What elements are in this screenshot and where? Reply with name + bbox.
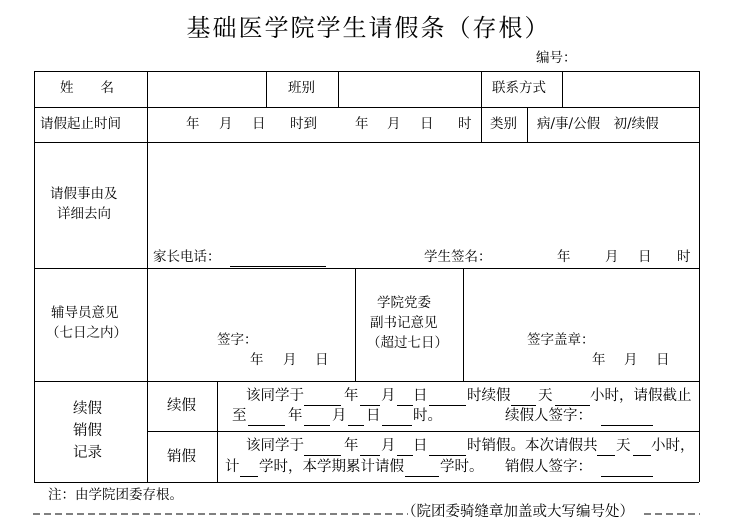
counselor-sign-label: 签字： [217, 332, 258, 348]
cancel-text: 天 [616, 438, 631, 454]
extend-text: 年 [288, 408, 303, 424]
name-label: 姓 名 [60, 80, 114, 96]
reason-label-2: 详细去向 [57, 206, 111, 222]
extend-text: 时续假 [467, 388, 511, 404]
leave-period-label: 请假起止时间 [40, 116, 121, 132]
cancel-signer-label: 销假人签字： [505, 459, 592, 475]
serial-number-label: 编号： [536, 50, 577, 66]
from-hour: 时到 [290, 116, 317, 132]
stamp-label: 签字盖章： [527, 332, 595, 348]
secretary-label: 学院党委 [377, 295, 431, 311]
leave-type-options: 病/事/公假 初/续假 [537, 116, 659, 132]
extend-text: 日 [413, 388, 428, 404]
extend-cancel-record-label: 续假 [73, 401, 102, 417]
cancel-text: 学时。 [440, 459, 484, 475]
reason-label: 请假事由及 [50, 186, 118, 202]
leave-type-label: 类别 [490, 116, 517, 132]
counselor-opinion-note: （七日之内） [46, 325, 127, 341]
extend-text: 月 [332, 408, 347, 424]
sign-day: 日 [638, 249, 652, 265]
sign-hour: 时 [677, 249, 691, 265]
from-month: 月 [219, 116, 233, 132]
extend-leave-label: 续假 [167, 398, 196, 414]
to-month: 月 [387, 116, 401, 132]
student-sign-label: 学生签名： [424, 249, 492, 265]
cancel-text: 该同学于 [246, 438, 304, 454]
extend-text: 至 [232, 408, 247, 424]
sign-month: 月 [605, 249, 619, 265]
to-day: 日 [420, 116, 434, 132]
cancel-text: 小时， [651, 438, 695, 454]
secretary-note: （超过七日） [367, 335, 448, 351]
stamp-day: 日 [656, 352, 670, 368]
cancel-text: 年 [344, 438, 359, 454]
counselor-day: 日 [315, 352, 329, 368]
secretary-label-2: 副书记意见 [370, 315, 438, 331]
stamp-month: 月 [624, 352, 638, 368]
extend-text: 月 [381, 388, 396, 404]
cancel-text: 学时，本学期累计请假 [259, 459, 404, 475]
extend-text: 年 [344, 388, 359, 404]
cancel-text: 月 [381, 438, 396, 454]
extend-cancel-record-label-2: 销假 [73, 423, 102, 439]
footer-note: 注：由学院团委存根。 [48, 487, 183, 503]
document-title: 基础医学院学生请假条（存根） [186, 14, 551, 42]
class-label: 班别 [288, 80, 315, 96]
stamp-year: 年 [592, 352, 606, 368]
cut-line-note: （院团委骑缝章加盖或大写编号处） [402, 504, 634, 520]
extend-signer-label: 续假人签字： [505, 408, 592, 424]
counselor-year: 年 [250, 352, 264, 368]
contact-label: 联系方式 [492, 80, 546, 96]
extend-text: 时。 [413, 408, 442, 424]
from-day: 日 [252, 116, 266, 132]
cancel-leave-label: 销假 [167, 449, 196, 465]
to-year: 年 [355, 116, 369, 132]
cancel-text: 日 [413, 438, 428, 454]
cancel-text: 时销假。本次请假共 [467, 438, 598, 454]
cancel-text: 计 [225, 459, 240, 475]
extend-text: 日 [366, 408, 381, 424]
to-hour: 时 [458, 116, 472, 132]
sign-year: 年 [557, 249, 571, 265]
extend-cancel-record-label-3: 记录 [73, 445, 102, 461]
from-year: 年 [186, 116, 200, 132]
extend-text: 小时，请假截止 [590, 388, 692, 404]
counselor-month: 月 [283, 352, 297, 368]
extend-text: 该同学于 [246, 388, 304, 404]
counselor-opinion-label: 辅导员意见 [51, 305, 119, 321]
parent-phone-label: 家长电话： [153, 249, 221, 265]
extend-text: 天 [538, 388, 553, 404]
